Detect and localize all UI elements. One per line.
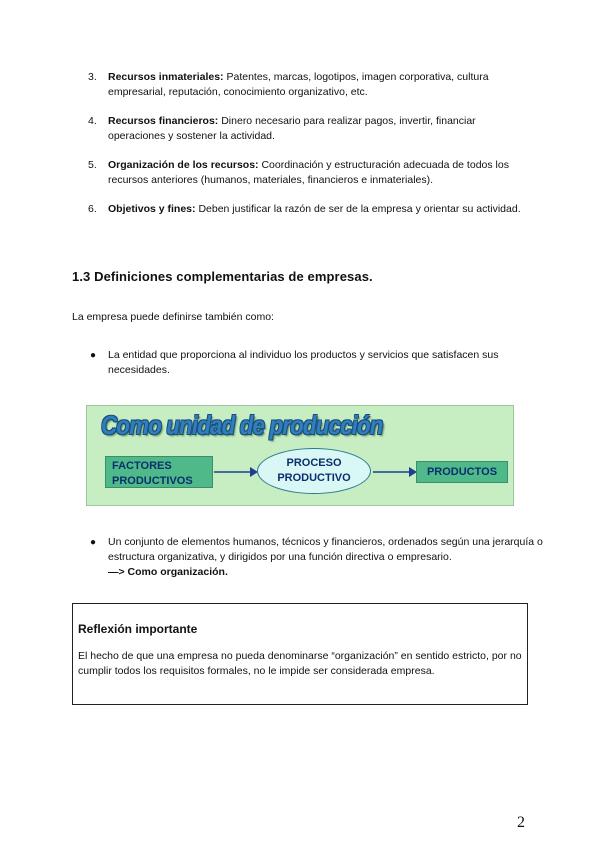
list-item: [88, 114, 528, 144]
section-title: 1.3 Definiciones complementarias de empresas.: [72, 269, 373, 284]
list-text: Coordinación y estructuración adecuada de todos los recursos anteriores (humanos, materiales, financieros e inmateriales).: [108, 159, 509, 186]
resources-list: [88, 70, 528, 231]
list-number: 3.: [88, 71, 97, 83]
reflection-title: Reflexión importante: [78, 622, 198, 636]
process-ellipse: [257, 448, 371, 494]
list-item: [88, 158, 528, 188]
bullet-text: Un conjunto de elementos humanos, técnicos y financieros, ordenados según una jerarquía o estructura organizativa, y dirigidos por una función directiva o empresario.: [108, 536, 543, 563]
bullet-item: [90, 348, 548, 378]
list-term: Objetivos y fines:: [108, 203, 196, 215]
bullet-conclusion: —> Como organización.: [108, 566, 228, 578]
list-item: [88, 70, 528, 100]
bullet-item: [90, 535, 548, 580]
reflection-text: El hecho de que una empresa no pueda denominarse “organización” en sentido estricto, por no cumplir todos los requisitos formales, no le impide ser considerada empresa.: [78, 650, 522, 677]
list-text: Deben justificar la razón de ser de la empresa y orientar su actividad.: [198, 203, 521, 215]
process-label-line1: PROCESO: [286, 457, 342, 469]
arrow-right-icon: [373, 466, 417, 478]
input-box: [105, 456, 213, 488]
bullet-text: La entidad que proporciona al individuo los productos y servicios que satisfacen sus necesidades.: [108, 349, 499, 376]
list-text: Patentes, marcas, logotipos, imagen corporativa, cultura empresarial, reputación, conocimiento organizativo, etc.: [108, 71, 489, 98]
section-intro: La empresa puede definirse también como:: [72, 311, 274, 323]
list-term: Recursos inmateriales:: [108, 71, 224, 83]
output-box: PRODUCTOS: [416, 461, 508, 483]
process-label-line2: PRODUCTIVO: [277, 472, 351, 484]
arrow-right-icon: [214, 466, 258, 478]
bullet-dot-icon: ●: [90, 350, 97, 361]
diagram-title: Como unidad de producción: [101, 410, 383, 440]
list-number: 4.: [88, 115, 97, 127]
list-number: 5.: [88, 159, 97, 171]
production-diagram: [86, 405, 514, 506]
list-item: [88, 202, 528, 217]
list-text: Dinero necesario para realizar pagos, invertir, financiar operaciones y sostener la actividad.: [108, 115, 476, 142]
reflection-box: [72, 603, 528, 705]
input-label-line1: FACTORES: [112, 460, 172, 472]
bullet-dot-icon: ●: [90, 537, 97, 548]
list-term: Recursos financieros:: [108, 115, 219, 127]
input-label-line2: PRODUCTIVOS: [112, 475, 193, 487]
page-number: 2: [517, 814, 525, 831]
list-term: Organización de los recursos:: [108, 159, 259, 171]
list-number: 6.: [88, 203, 97, 215]
